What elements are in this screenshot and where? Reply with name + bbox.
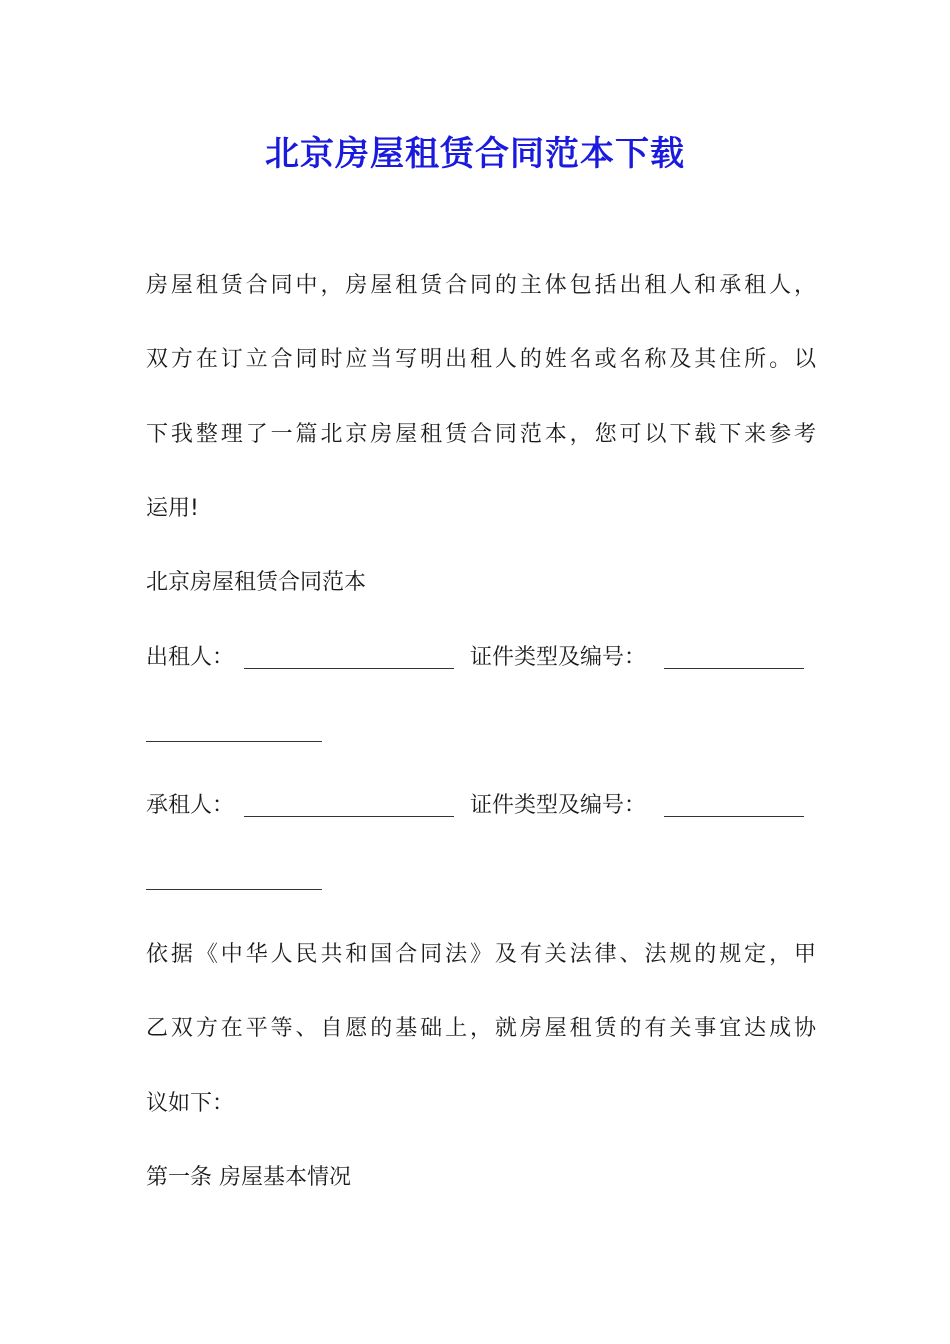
lessee-id-label: 证件类型及编号： [470, 793, 647, 818]
lessee-id-blank-cont [146, 889, 322, 890]
lessor-id-blank [664, 668, 804, 669]
intro-line-4: 运用! [146, 496, 199, 521]
intro-line-1: 房屋租赁合同中，房屋租赁合同的主体包括出租人和承租人， [146, 273, 816, 298]
lessee-label: 承租人： [146, 793, 235, 818]
lessor-id-label: 证件类型及编号： [470, 645, 647, 670]
lessor-label: 出租人： [146, 645, 235, 670]
section-title: 北京房屋租赁合同范本 [146, 570, 367, 595]
intro-line-3: 下我整理了一篇北京房屋租赁合同范本，您可以下载下来参考 [146, 422, 816, 447]
basis-line-3: 议如下： [146, 1091, 235, 1116]
document-title: 北京房屋租赁合同范本下载 [265, 134, 685, 174]
article-one-heading: 第一条 房屋基本情况 [146, 1165, 351, 1190]
lessor-id-blank-cont [146, 741, 322, 742]
lessee-name-blank [244, 816, 454, 817]
intro-line-2: 双方在订立合同时应当写明出租人的姓名或名称及其住所。以 [146, 347, 816, 372]
basis-line-1: 依据《中华人民共和国合同法》及有关法律、法规的规定，甲 [146, 942, 816, 967]
lessor-name-blank [244, 668, 454, 669]
basis-line-2: 乙双方在平等、自愿的基础上，就房屋租赁的有关事宜达成协 [146, 1016, 816, 1041]
lessee-id-blank [664, 816, 804, 817]
